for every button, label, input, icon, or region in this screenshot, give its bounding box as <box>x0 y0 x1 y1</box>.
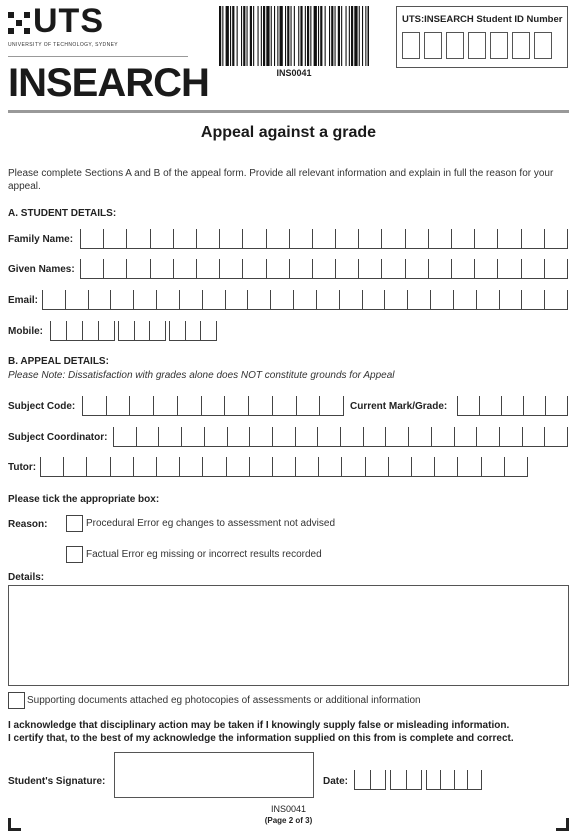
char-cell <box>201 396 225 415</box>
char-cell <box>319 396 344 415</box>
current-mark-label: Current Mark/Grade: <box>350 401 448 412</box>
char-cell <box>133 290 156 309</box>
char-cell <box>200 321 217 340</box>
char-cell <box>312 259 335 278</box>
char-cell <box>296 396 320 415</box>
uts-wordmark: UTS <box>33 2 104 40</box>
date-field-day[interactable] <box>354 770 386 790</box>
details-textarea[interactable] <box>8 585 569 686</box>
char-cell <box>335 229 358 248</box>
char-cell <box>440 770 454 789</box>
uts-logo <box>8 4 104 38</box>
subject-coordinator-field[interactable] <box>113 427 568 447</box>
char-cell <box>453 290 476 309</box>
char-cell <box>476 290 499 309</box>
char-cell <box>50 321 66 340</box>
date-field-year[interactable] <box>426 770 482 790</box>
char-cell <box>134 321 150 340</box>
char-cell <box>523 396 545 415</box>
char-cell <box>479 396 501 415</box>
char-cell <box>185 321 201 340</box>
char-cell <box>385 427 408 446</box>
family-name-label: Family Name: <box>8 234 74 245</box>
char-cell <box>426 770 440 789</box>
char-cell <box>317 427 340 446</box>
char-cell <box>474 259 497 278</box>
char-cell <box>136 427 159 446</box>
char-cell <box>219 259 242 278</box>
char-cell <box>225 290 248 309</box>
char-cell <box>110 290 133 309</box>
char-cell <box>86 457 109 476</box>
char-cell <box>173 259 196 278</box>
subject-code-field[interactable] <box>82 396 344 416</box>
char-cell <box>521 229 544 248</box>
char-cell <box>358 259 381 278</box>
char-cell <box>370 770 387 789</box>
char-cell <box>65 290 88 309</box>
mobile-field-part3[interactable] <box>169 321 217 341</box>
char-cell <box>98 321 115 340</box>
char-cell <box>266 259 289 278</box>
char-cell <box>224 396 248 415</box>
char-cell <box>363 427 386 446</box>
char-cell <box>340 427 363 446</box>
char-cell <box>272 427 295 446</box>
char-cell <box>248 396 272 415</box>
student-id-label: UTS:INSEARCH Student ID Number <box>402 14 563 25</box>
header-rule <box>8 110 569 113</box>
char-cell <box>177 396 201 415</box>
char-cell <box>362 290 385 309</box>
char-cell <box>481 457 504 476</box>
logo-divider <box>8 56 188 57</box>
date-field-month[interactable] <box>390 770 422 790</box>
char-cell <box>497 259 520 278</box>
char-cell <box>272 457 295 476</box>
char-cell <box>476 427 499 446</box>
char-cell <box>227 427 250 446</box>
char-cell <box>474 229 497 248</box>
char-cell <box>156 290 179 309</box>
char-cell <box>388 457 411 476</box>
char-cell <box>169 321 185 340</box>
char-cell <box>153 396 177 415</box>
char-cell <box>454 770 468 789</box>
char-cell <box>339 290 362 309</box>
char-cell <box>202 290 225 309</box>
char-cell <box>522 427 545 446</box>
char-cell <box>341 457 364 476</box>
char-cell <box>381 229 404 248</box>
char-cell <box>80 259 103 278</box>
char-cell <box>40 457 63 476</box>
signature-field[interactable] <box>114 752 314 798</box>
char-cell <box>249 457 272 476</box>
char-cell <box>88 290 111 309</box>
char-cell <box>272 396 296 415</box>
factual-error-label: Factual Error eg missing or incorrect results recorded <box>86 549 322 560</box>
char-cell <box>451 229 474 248</box>
char-cell <box>173 229 196 248</box>
char-cell <box>295 457 318 476</box>
char-cell <box>66 321 82 340</box>
char-cell <box>247 290 270 309</box>
uts-subtitle: UNIVERSITY OF TECHNOLOGY, SYDNEY <box>8 42 119 48</box>
char-cell <box>196 229 219 248</box>
insearch-logo: INSEARCH <box>8 61 209 105</box>
char-cell <box>318 457 341 476</box>
char-cell <box>249 427 272 446</box>
char-cell <box>454 427 477 446</box>
char-cell <box>158 427 181 446</box>
char-cell <box>521 290 544 309</box>
char-cell <box>408 427 431 446</box>
char-cell <box>405 259 428 278</box>
appeal-note: Please Note: Dissatisfaction with grades alone does NOT constitute grounds for Appeal <box>8 370 395 381</box>
email-field[interactable] <box>42 290 568 310</box>
char-cell <box>126 229 149 248</box>
char-cell <box>335 259 358 278</box>
factual-error-checkbox[interactable] <box>66 546 83 563</box>
crop-mark-right-icon <box>556 818 569 831</box>
mobile-label: Mobile: <box>8 326 43 337</box>
family-name-field[interactable] <box>80 229 568 249</box>
char-cell <box>544 259 568 278</box>
supporting-docs-label: Supporting documents attached eg photocopies of assessments or additional information <box>27 695 421 706</box>
char-cell <box>312 229 335 248</box>
char-cell <box>82 396 106 415</box>
char-cell <box>110 457 133 476</box>
char-cell <box>431 427 454 446</box>
char-cell <box>457 457 480 476</box>
mobile-field-part2[interactable] <box>118 321 166 341</box>
tick-instruction: Please tick the appropriate box: <box>8 494 160 505</box>
char-cell <box>293 290 316 309</box>
char-cell <box>204 427 227 446</box>
crop-mark-left-icon <box>8 818 21 831</box>
char-cell <box>219 229 242 248</box>
char-cell <box>430 290 453 309</box>
char-cell <box>149 321 166 340</box>
char-cell <box>42 290 65 309</box>
char-cell <box>544 290 568 309</box>
uts-grid-icon <box>8 12 30 34</box>
reason-label: Reason: <box>8 519 48 530</box>
char-cell <box>150 229 173 248</box>
char-cell <box>226 457 249 476</box>
subject-code-label: Subject Code: <box>8 401 76 412</box>
char-cell <box>181 427 204 446</box>
char-cell <box>80 229 103 248</box>
char-cell <box>365 457 388 476</box>
char-cell <box>133 457 156 476</box>
char-cell <box>405 229 428 248</box>
char-cell <box>428 259 451 278</box>
char-cell <box>411 457 434 476</box>
char-cell <box>266 229 289 248</box>
supporting-docs-checkbox[interactable] <box>8 692 25 709</box>
char-cell <box>406 770 423 789</box>
barcode-icon <box>219 6 369 66</box>
char-cell <box>390 770 406 789</box>
char-cell <box>316 290 339 309</box>
char-cell <box>295 427 318 446</box>
intro-text: Please complete Sections A and B of the appeal form. Provide all relevant information and explain in full the reason for your appeal. <box>8 168 554 192</box>
char-cell <box>118 321 134 340</box>
footer-form-code: INS0041 <box>270 804 307 814</box>
char-cell <box>407 290 430 309</box>
char-cell <box>196 259 219 278</box>
char-cell <box>354 770 370 789</box>
char-cell <box>499 290 522 309</box>
char-cell <box>501 396 523 415</box>
subject-coordinator-label: Subject Coordinator: <box>8 432 108 443</box>
acknowledge-line-1: I acknowledge that disciplinary action may be taken if I knowingly supply false or misleading information. <box>8 720 510 731</box>
student-id-field[interactable] <box>402 32 552 59</box>
char-cell <box>504 457 528 476</box>
footer-page-number: (Page 2 of 3) <box>264 816 313 825</box>
char-cell <box>270 290 293 309</box>
procedural-error-checkbox[interactable] <box>66 515 83 532</box>
section-b-heading: B. APPEAL DETAILS: <box>8 356 109 367</box>
char-cell <box>358 229 381 248</box>
char-cell <box>82 321 98 340</box>
char-cell <box>499 427 522 446</box>
char-cell <box>202 457 225 476</box>
char-cell <box>242 229 265 248</box>
email-label: Email: <box>8 295 39 306</box>
details-label: Details: <box>8 572 45 583</box>
current-mark-field[interactable] <box>457 396 568 416</box>
char-cell <box>129 396 153 415</box>
char-cell <box>381 259 404 278</box>
char-cell <box>467 770 482 789</box>
date-label: Date: <box>323 776 349 787</box>
char-cell <box>434 457 457 476</box>
char-cell <box>63 457 86 476</box>
char-cell <box>156 457 179 476</box>
char-cell <box>242 259 265 278</box>
char-cell <box>545 396 568 415</box>
char-cell <box>103 229 126 248</box>
page-title: Appeal against a grade <box>200 124 377 141</box>
char-cell <box>544 427 568 446</box>
char-cell <box>428 229 451 248</box>
char-cell <box>289 229 312 248</box>
char-cell <box>289 259 312 278</box>
char-cell <box>150 259 173 278</box>
char-cell <box>179 290 202 309</box>
char-cell <box>544 229 568 248</box>
signature-label: Student's Signature: <box>8 776 106 787</box>
char-cell <box>103 259 126 278</box>
tutor-field[interactable] <box>40 457 528 477</box>
mobile-field-part1[interactable] <box>50 321 115 341</box>
char-cell <box>113 427 136 446</box>
char-cell <box>179 457 202 476</box>
char-cell <box>106 396 130 415</box>
char-cell <box>451 259 474 278</box>
tutor-label: Tutor: <box>8 462 37 473</box>
procedural-error-label: Procedural Error eg changes to assessment not advised <box>86 518 336 529</box>
char-cell <box>497 229 520 248</box>
char-cell <box>521 259 544 278</box>
section-a-heading: A. STUDENT DETAILS: <box>8 208 117 219</box>
acknowledge-line-2: I certify that, to the best of my acknowledge the information supplied on this from is complete and correct. <box>8 733 514 744</box>
char-cell <box>384 290 407 309</box>
given-names-field[interactable] <box>80 259 568 279</box>
char-cell <box>457 396 479 415</box>
char-cell <box>126 259 149 278</box>
barcode-number: INS0041 <box>276 68 312 78</box>
given-names-label: Given Names: <box>8 264 75 275</box>
